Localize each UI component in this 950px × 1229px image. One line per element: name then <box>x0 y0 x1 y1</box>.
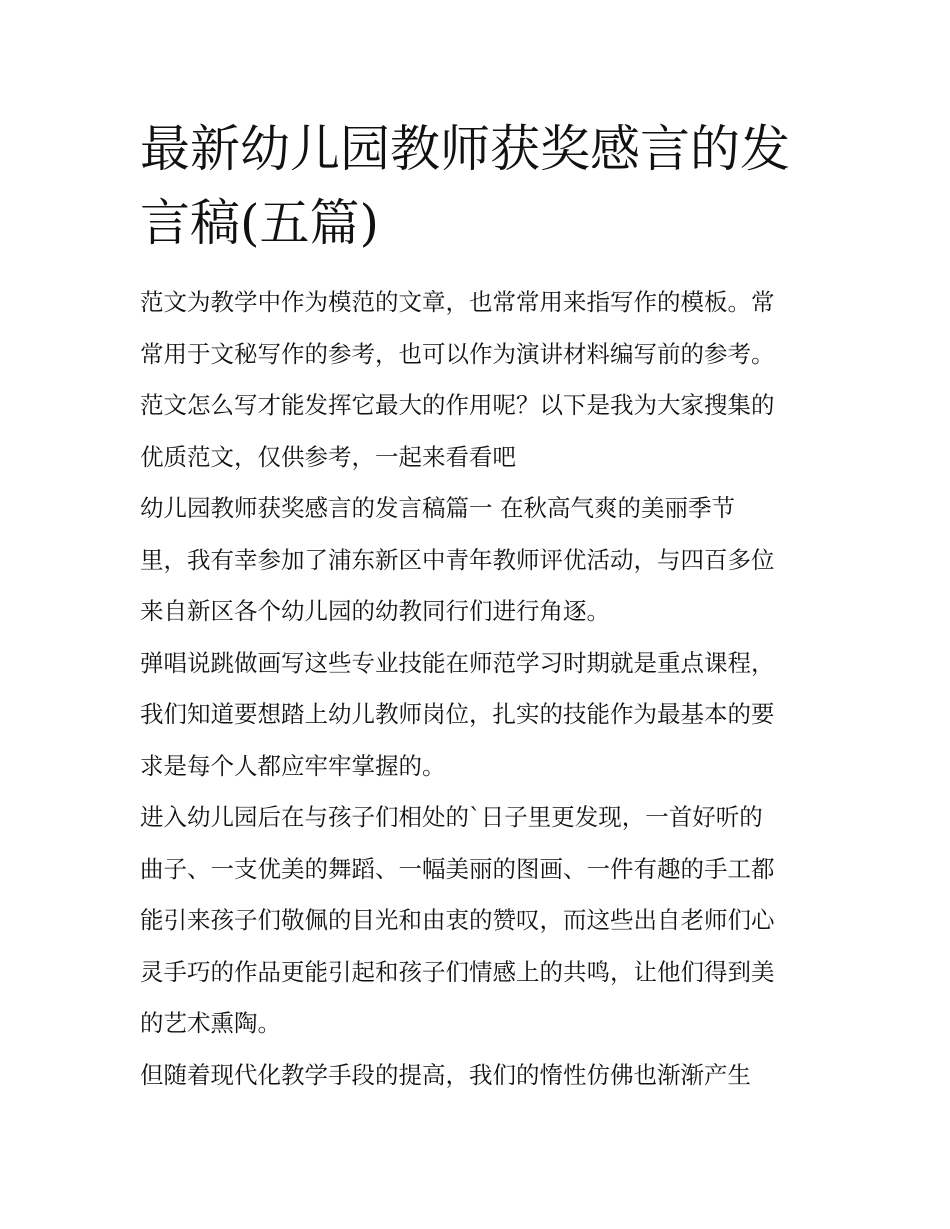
text-line: 灵手巧的作品更能引起和孩子们情感上的共鸣，让他们得到美 <box>140 957 775 986</box>
document-body <box>140 279 830 1103</box>
paragraph-3 <box>140 640 830 795</box>
paragraph-2 <box>140 485 830 640</box>
text-line: 求是每个人都应牢牢掌握的。 <box>140 751 446 780</box>
paragraph-1 <box>140 279 830 485</box>
paragraph-4 <box>140 794 830 1052</box>
text-line: 进入幼儿园后在与孩子们相处的`日子里更发现，一首好听的 <box>140 803 763 831</box>
text-line: 常用于文秘写作的参考，也可以作为演讲材料编写前的参考。 <box>140 339 775 368</box>
document-title <box>140 112 820 260</box>
text-line: 来自新区各个幼儿园的幼教同行们进行角逐。 <box>140 597 610 625</box>
title-line: 言稿(五篇) <box>140 194 380 252</box>
text-line: 但随着现代化教学手段的提高，我们的惰性仿佛也渐渐产生 <box>140 1060 751 1089</box>
text-line: 优质范文，仅供参考，一起来看看吧 <box>140 442 516 471</box>
text-line: 的艺术熏陶。 <box>140 1009 281 1037</box>
title-line: 最新幼儿园教师获奖感言的发 <box>140 120 790 178</box>
text-line: 范文为教学中作为模范的文章，也常常用来指写作的模板。常 <box>140 288 775 316</box>
text-line: 曲子、一支优美的舞蹈、一幅美丽的图画、一件有趣的手工都 <box>140 854 775 883</box>
text-line: 幼儿园教师获奖感言的发言稿篇一 在秋高气爽的美丽季节 <box>140 494 735 522</box>
text-line: 范文怎么写才能发挥它最大的作用呢？以下是我为大家搜集的 <box>140 391 775 419</box>
text-line: 我们知道要想踏上幼儿教师岗位，扎实的技能作为最基本的要 <box>140 700 775 728</box>
text-line: 弹唱说跳做画写这些专业技能在师范学习时期就是重点课程， <box>140 648 775 677</box>
text-line: 里，我有幸参加了浦东新区中青年教师评优活动，与四百多位 <box>140 545 775 574</box>
paragraph-5 <box>140 1052 830 1104</box>
text-line: 能引来孩子们敬佩的目光和由衷的赞叹，而这些出自老师们心 <box>140 906 775 934</box>
